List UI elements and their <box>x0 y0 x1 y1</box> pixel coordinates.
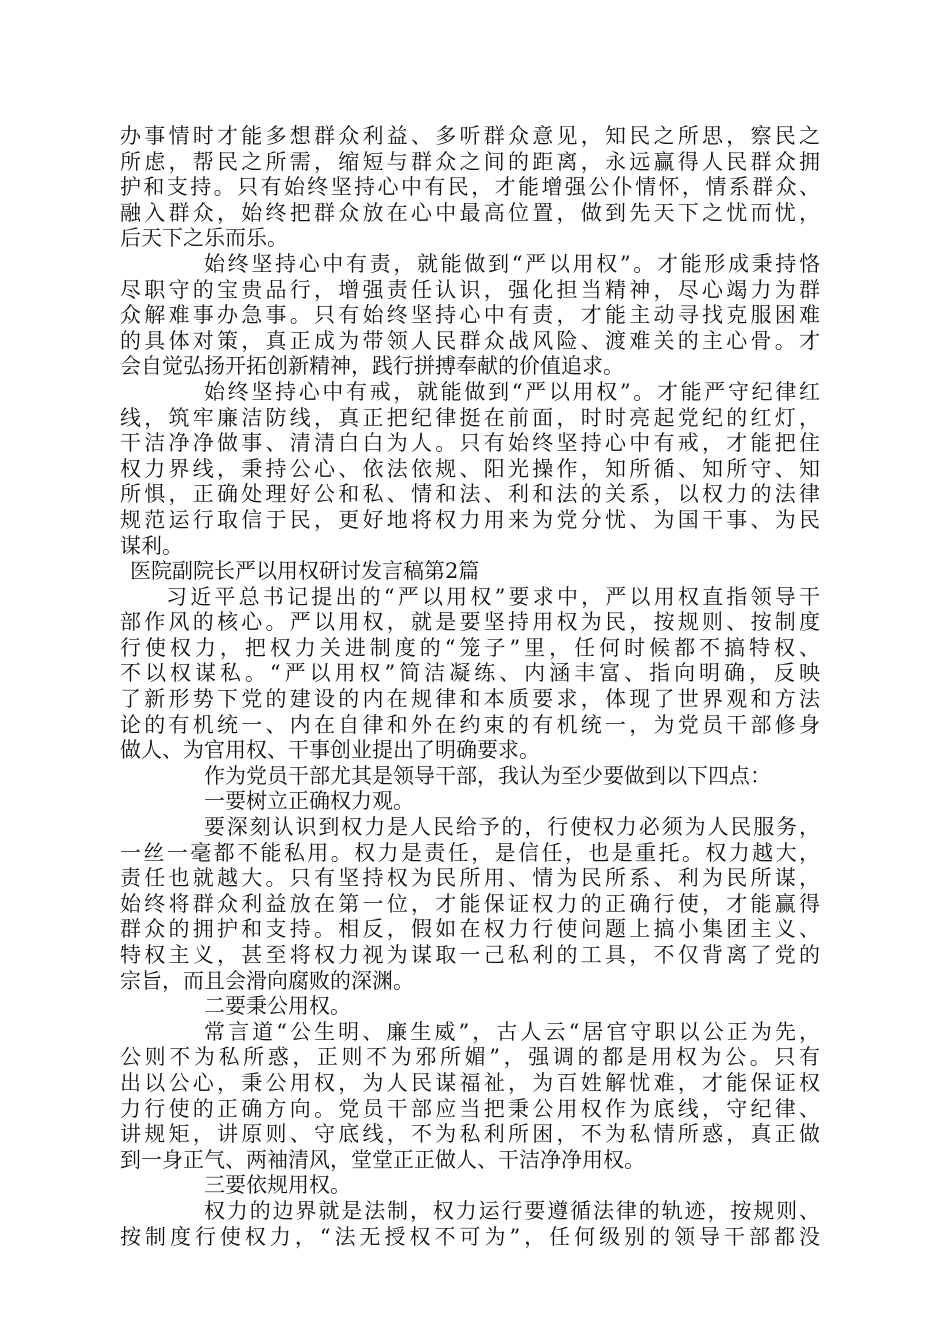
text-line: 做人、为官用权、干事创业提出了明确要求。 <box>120 738 540 763</box>
section-heading: 医院副院长严以用权研讨发言稿第2篇 <box>130 559 480 584</box>
text-line: 始终坚持心中有责，就能做到“严以用权”。才能形成秉持恪 <box>204 251 820 276</box>
text-line: 不以权谋私。“严以用权”简洁凝练、内涵丰富、指向明确，反映 <box>120 661 820 686</box>
text-line: 始终将群众利益放在第一位，才能保证权力的正确行使，才能赢得 <box>120 891 820 916</box>
text-line: 所虑，帮民之所需，缩短与群众之间的距离，永远赢得人民群众拥 <box>120 149 820 174</box>
text-line: 二要秉公用权。 <box>204 994 351 1019</box>
text-line: 线，筑牢廉洁防线，真正把纪律挺在前面，时时亮起党纪的红灯， <box>120 405 820 430</box>
text-line: 公则不为私所惑，正则不为邪所媚”，强调的都是用权为公。只有 <box>120 1045 820 1070</box>
text-line: 会自觉弘扬开拓创新精神，践行拼搏奉献的价值追求。 <box>120 354 624 379</box>
text-line: 始终坚持心中有戒，就能做到“严以用权”。才能严守纪律红 <box>204 379 820 404</box>
text-line: 办事情时才能多想群众利益、多听群众意见，知民之所思，察民之 <box>120 124 820 148</box>
text-line: 谋利。 <box>120 533 183 558</box>
text-line: 三要依规用权。 <box>204 1173 351 1198</box>
text-line: 权力界线，秉持公心、依法依规、阳光操作，知所循、知所守、知 <box>120 456 820 481</box>
text-line: 后天下之乐而乐。 <box>120 226 288 251</box>
text-line: 了新形势下党的建设的内在规律和本质要求，体现了世界观和方法 <box>120 687 820 712</box>
text-line: 一要树立正确权力观。 <box>204 789 414 814</box>
text-line: 习近平总书记提出的“严以用权”要求中，严以用权直指领导干 <box>166 584 820 609</box>
text-line: 部作风的核心。严以用权，就是要坚持用权为民，按规则、按制度 <box>120 610 820 635</box>
text-line: 护和支持。只有始终坚持心中有民，才能增强公仆情怀，情系群众、 <box>120 175 820 200</box>
text-line: 权力的边界就是法制，权力运行要遵循法律的轨迹，按规则、 <box>204 1198 820 1223</box>
text-line: 行使权力，把权力关进制度的“笼子”里，任何时候都不搞特权、 <box>120 635 820 660</box>
text-line: 规范运行取信于民，更好地将权力用来为党分忧、为国干事、为民 <box>120 507 820 532</box>
text-line: 出以公心，秉公用权，为人民谋福祉，为百姓解忧难，才能保证权 <box>120 1070 820 1095</box>
text-line: 到一身正气、两袖清风，堂堂正正做人、干洁净净用权。 <box>120 1147 645 1172</box>
text-line: 力行使的正确方向。党员干部应当把秉公用权作为底线，守纪律、 <box>120 1096 820 1121</box>
text-line: 所惧，正确处理好公和私、情和法、利和法的关系，以权力的法律 <box>120 482 820 507</box>
text-line: 干洁净净做事、清清白白为人。只有始终坚持心中有戒，才能把住 <box>120 431 820 456</box>
text-line: 融入群众，始终把群众放在心中最高位置，做到先天下之忧而忧， <box>120 200 820 225</box>
text-line: 群众的拥护和支持。相反，假如在权力行使问题上搞小集团主义、 <box>120 917 820 942</box>
text-line: 论的有机统一、内在自律和外在约束的有机统一，为党员干部修身 <box>120 712 820 737</box>
text-line: 责任也就越大。只有坚持权为民所用、情为民所系、利为民所谋， <box>120 866 820 891</box>
text-line: 按制度行使权力，“法无授权不可为”，任何级别的领导干部都没 <box>120 1224 820 1249</box>
text-line: 尽职守的宝贵品行，增强责任认识，强化担当精神，尽心竭力为群 <box>120 277 820 302</box>
text-line: 作为党员干部尤其是领导干部，我认为至少要做到以下四点： <box>204 763 771 788</box>
text-line: 众解难事办急事。只有始终坚持心中有责，才能主动寻找克服困难 <box>120 303 820 328</box>
text-line: 特权主义，甚至将权力视为谋取一己私利的工具，不仅背离了党的 <box>120 943 820 967</box>
text-line: 宗旨，而且会滑向腐败的深渊。 <box>120 968 414 993</box>
document-body <box>120 124 820 1250</box>
text-line: 一丝一毫都不能私用。权力是责任，是信任，也是重托。权力越大， <box>120 840 820 865</box>
text-line: 讲规矩，讲原则、守底线，不为私利所困，不为私情所惑，真正做 <box>120 1122 820 1147</box>
text-line: 要深刻认识到权力是人民给予的，行使权力必须为人民服务， <box>204 815 820 840</box>
text-line: 的具体对策，真正成为带领人民群众战风险、渡难关的主心骨。才 <box>120 328 820 353</box>
text-line: 常言道“公生明、廉生威”，古人云“居官守职以公正为先， <box>204 1019 820 1044</box>
